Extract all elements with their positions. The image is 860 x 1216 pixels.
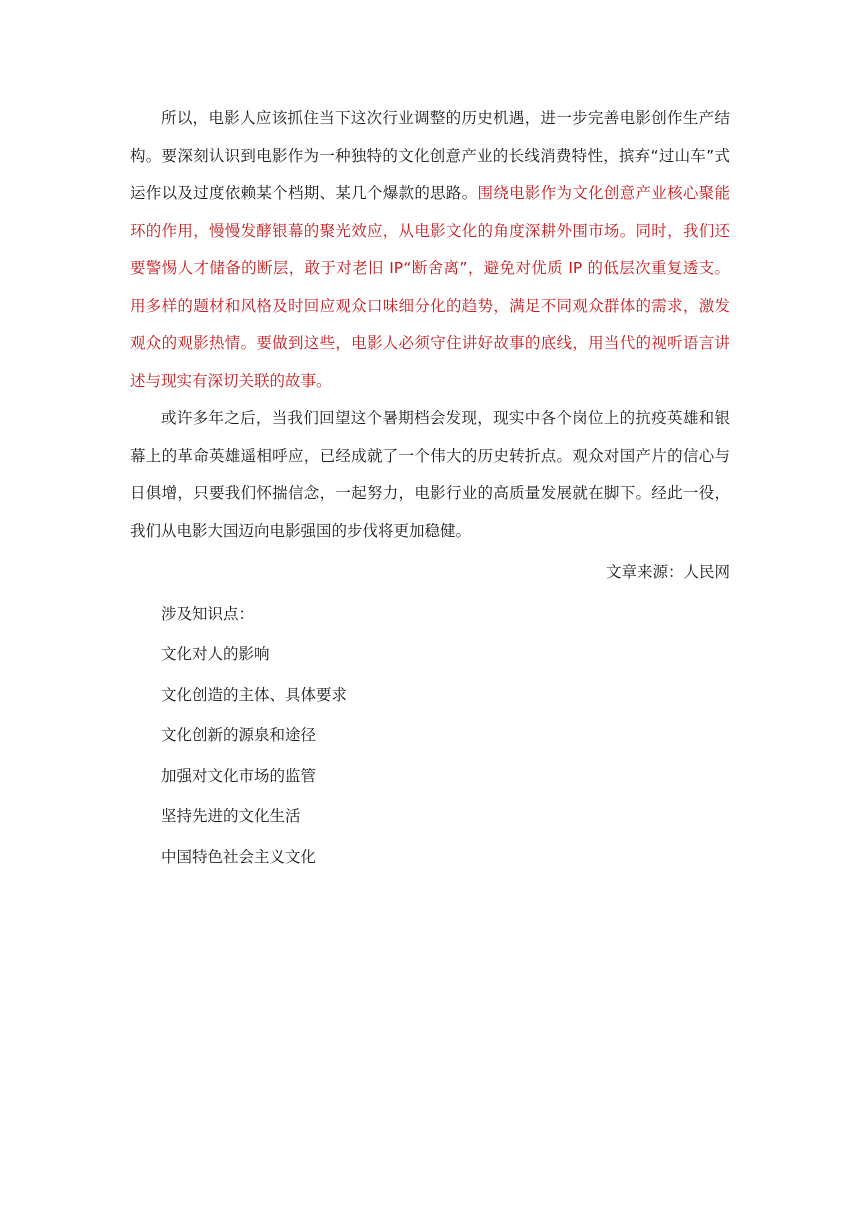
article-source: 文章来源：人民网 — [605, 563, 730, 581]
knowledge-points-list — [130, 634, 730, 877]
knowledge-point-item: 文化创新的源泉和途径 — [161, 726, 317, 744]
article-body — [130, 100, 730, 877]
paragraph-1-highlighted-text: 围绕电影作为文化创意产业核心聚能环的作用，慢慢发酵银幕的聚光效应，从电影文化的角度深耕外围市场。同时，我们还要警惕人才储备的断层，敢于对老旧 IP“断舍离”，避免对优质 IP 的低层次重复透支。用多样的题材和风格及时回应观众口味细分化的趋势，满足不同观众群体的需求，激发观众的观影热情。要做到这些，电影人必须守住讲好故事的底线，用当代的视听语言讲述与现实有深切关联的故事。 — [130, 184, 730, 390]
knowledge-point-item: 文化创造的主体、具体要求 — [161, 685, 348, 704]
knowledge-point-item: 加强对文化市场的监管 — [161, 766, 317, 785]
paragraph-1-normal-text: 所以，电影人应该抓住当下这次行业调整的历史机遇，进一步完善电影创作生产结构。要深刻认识到电影作为一种独特的文化创意产业的长线消费特性，摈弃“过山车”式运作以及过度依赖某个档期、某几个爆款的思路。 — [130, 109, 730, 202]
paragraph-2: 或许多年之后，当我们回望这个暑期档会发现，现实中各个岗位上的抗疫英雄和银幕上的革命英雄遥相呼应，已经成就了一个伟大的历史转折点。观众对国产片的信心与日俱增，只要我们怀揣信念，一起努力，电影行业的高质量发展就在脚下。经此一役，我们从电影大国迈向电影强国的步伐将更加稳健。 — [130, 409, 730, 540]
paragraph-1 — [130, 100, 730, 400]
knowledge-points-heading: 涉及知识点： — [161, 604, 255, 623]
knowledge-point-item: 坚持先进的文化生活 — [161, 807, 301, 825]
knowledge-point-item: 文化对人的影响 — [161, 645, 270, 663]
knowledge-point-item: 中国特色社会主义文化 — [161, 847, 317, 866]
